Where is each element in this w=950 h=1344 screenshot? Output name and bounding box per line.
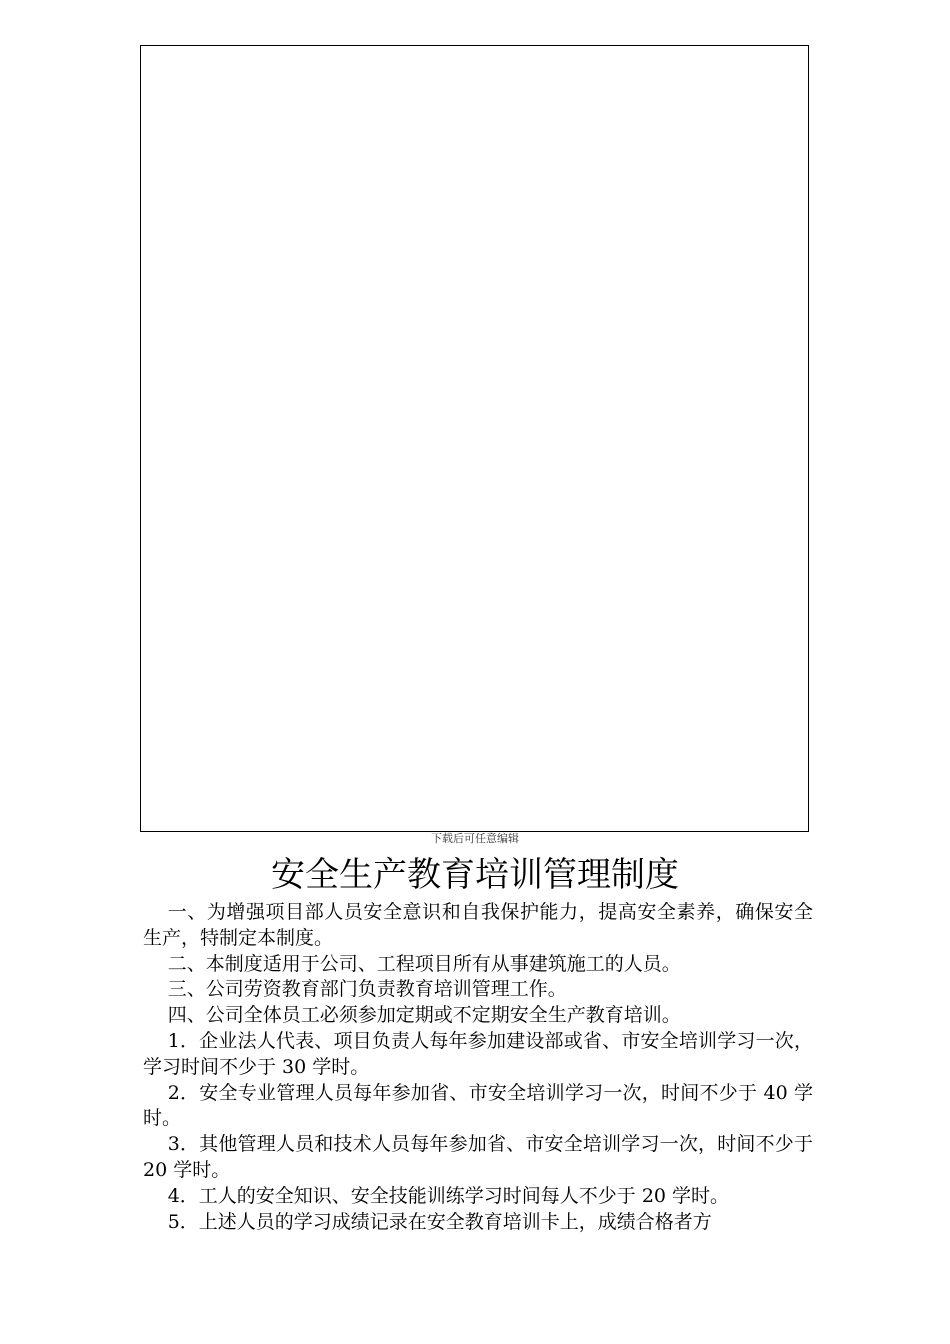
- paragraph: 四、公司全体员工必须参加定期或不定期安全生产教育培训。: [167, 1004, 681, 1027]
- blank-image-frame: [140, 45, 809, 832]
- footer-note: 下载后可任意编辑: [431, 832, 519, 845]
- document-title: 安全生产教育培训管理制度: [271, 855, 679, 895]
- document-body: [143, 900, 813, 1235]
- paragraph: 1．企业法人代表、项目负责人每年参加建设部或省、市安全培训学习一次，学习时间不少于 30 学时。: [143, 1029, 813, 1078]
- paragraph: 4．工人的安全知识、安全技能训练学习时间每人不少于 20 学时。: [167, 1184, 730, 1207]
- paragraph: 三、公司劳资教育部门负责教育培训管理工作。: [167, 978, 567, 1001]
- paragraph: 一、为增强项目部人员安全意识和自我保护能力，提高安全素养，确保安全生产，特制定本制度。: [143, 901, 813, 949]
- paragraph: 3．其他管理人员和技术人员每年参加省、市安全培训学习一次，时间不少于 20 学时。: [143, 1133, 813, 1181]
- paragraph: 5．上述人员的学习成绩记录在安全教育培训卡上，成绩合格者方: [167, 1210, 712, 1233]
- paragraph: 2．安全专业管理人员每年参加省、市安全培训学习一次，时间不少于 40 学时。: [143, 1081, 813, 1130]
- paragraph: 二、本制度适用于公司、工程项目所有从事建筑施工的人员。: [167, 952, 681, 975]
